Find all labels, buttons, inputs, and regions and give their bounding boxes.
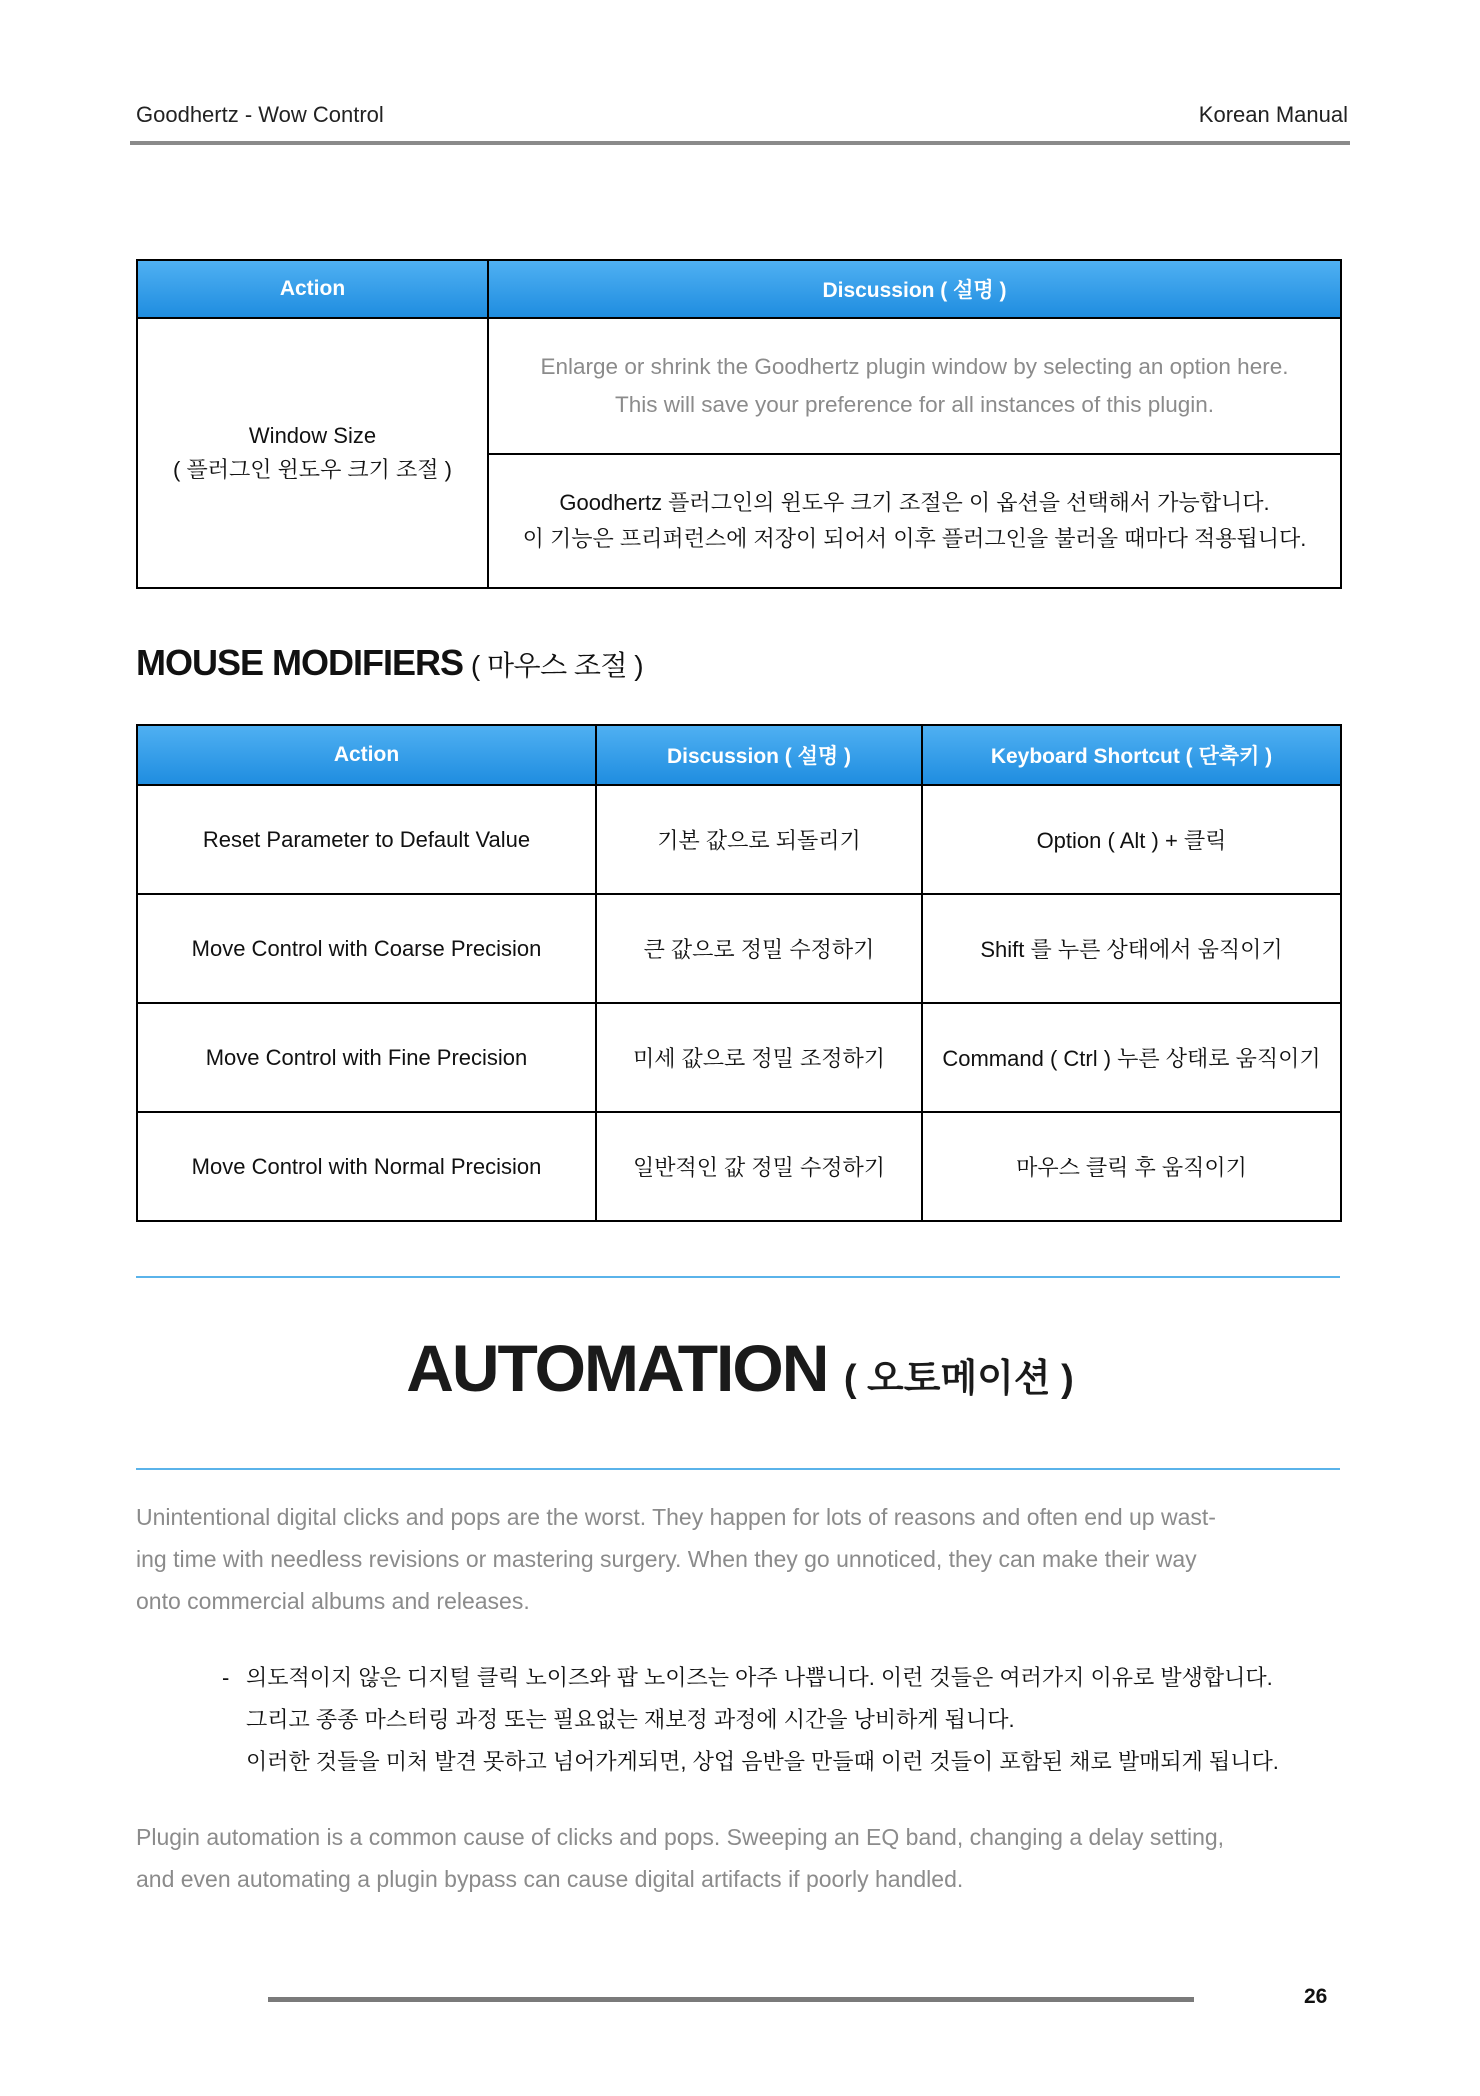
column-header-action: Action: [137, 260, 488, 318]
paragraph-line: ing time with needless revisions or mastering surgery. When they go unnoticed, they can make their way: [136, 1546, 1197, 1572]
header-manual-label: Korean Manual: [1198, 102, 1348, 127]
action-name-korean: ( 플러그인 윈도우 크기 조절 ): [173, 457, 452, 482]
section-title: MOUSE MODIFIERS: [136, 642, 464, 683]
column-header-discussion: Discussion ( 설명 ): [596, 725, 922, 785]
table-header-row: [137, 725, 1341, 785]
discussion-korean-cell: [488, 454, 1341, 588]
list-dash: -: [222, 1665, 230, 1690]
action-cell: Move Control with Fine Precision: [137, 1003, 596, 1112]
automation-paragraph-2: [136, 1816, 1346, 1900]
shortcut-cell: Command ( Ctrl ) 누른 상태로 움직이기: [922, 1003, 1341, 1112]
automation-top-divider: [136, 1276, 1340, 1278]
automation-heading: [0, 1330, 1480, 1406]
mouse-modifiers-heading: [136, 642, 643, 684]
table-row: [137, 1003, 1341, 1112]
table-row: [137, 785, 1341, 894]
action-cell: Reset Parameter to Default Value: [137, 785, 596, 894]
table-row: [137, 318, 1341, 454]
shortcut-cell: Option ( Alt ) + 클릭: [922, 785, 1341, 894]
table-header-row: [137, 260, 1341, 318]
translation-text: 의도적이지 않은 디지털 클릭 노이즈와 팝 노이즈는 아주 나쁩니다. 이런 것들은 여러가지 이유로 발생합니다.: [246, 1665, 1273, 1690]
discussion-line: This will save your preference for all instances of this plugin.: [614, 392, 1215, 417]
discussion-cell: 큰 값으로 정밀 수정하기: [596, 894, 922, 1003]
paragraph-line: Plugin automation is a common cause of clicks and pops. Sweeping an EQ band, changing a delay setting,: [136, 1824, 1225, 1850]
page-header: [136, 102, 1348, 132]
shortcut-cell: Shift 를 누른 상태에서 움직이기: [922, 894, 1341, 1003]
paragraph-line: onto commercial albums and releases.: [136, 1588, 530, 1614]
action-cell: Move Control with Coarse Precision: [137, 894, 596, 1003]
translation-line: [222, 1699, 1352, 1741]
window-size-table: [136, 259, 1342, 589]
header-product-name: Goodhertz - Wow Control: [136, 102, 384, 127]
column-header-shortcut: Keyboard Shortcut ( 단축키 ): [922, 725, 1341, 785]
discussion-line: Enlarge or shrink the Goodhertz plugin window by selecting an option here.: [540, 354, 1289, 379]
automation-title: AUTOMATION: [406, 1331, 828, 1405]
table-row: [137, 894, 1341, 1003]
discussion-cell: 미세 값으로 정밀 조정하기: [596, 1003, 922, 1112]
paragraph-line: and even automating a plugin bypass can cause digital artifacts if poorly handled.: [136, 1866, 964, 1892]
translation-line: [222, 1657, 1352, 1699]
automation-bottom-divider: [136, 1468, 1340, 1470]
table-row: [137, 1112, 1341, 1221]
footer-divider: [268, 1997, 1194, 2002]
translation-line: [222, 1741, 1352, 1783]
discussion-line: 이 기능은 프리퍼런스에 저장이 되어서 이후 플러그인을 불러올 때마다 적용됩니다.: [522, 526, 1307, 551]
column-header-discussion: Discussion ( 설명 ): [488, 260, 1341, 318]
discussion-cell: 일반적인 값 정밀 수정하기: [596, 1112, 922, 1221]
automation-subtitle: ( 오토메이션 ): [843, 1358, 1074, 1400]
translation-text: 그리고 종종 마스터링 과정 또는 필요없는 재보정 과정에 시간을 낭비하게 됩니다.: [246, 1707, 1015, 1732]
translation-text: 이러한 것들을 미처 발견 못하고 넘어가게되면, 상업 음반을 만들때 이런 것들이 포함된 채로 발매되게 됩니다.: [246, 1749, 1279, 1774]
mouse-modifiers-table: [136, 724, 1342, 1222]
discussion-english-cell: [488, 318, 1341, 454]
shortcut-cell: 마우스 클릭 후 움직이기: [922, 1112, 1341, 1221]
column-header-action: Action: [137, 725, 596, 785]
discussion-line: Goodhertz 플러그인의 윈도우 크기 조절은 이 옵션을 선택해서 가능합니다.: [559, 490, 1270, 515]
page-number: 26: [1304, 1985, 1328, 2008]
action-cell: Move Control with Normal Precision: [137, 1112, 596, 1221]
paragraph-line: Unintentional digital clicks and pops are the worst. They happen for lots of reasons and often end up wast-: [136, 1504, 1216, 1530]
header-divider: [130, 141, 1350, 145]
action-cell: [137, 318, 488, 588]
korean-translation: [222, 1657, 1352, 1783]
automation-paragraph-1: [136, 1496, 1346, 1622]
action-name: Window Size: [248, 423, 377, 448]
discussion-cell: 기본 값으로 되돌리기: [596, 785, 922, 894]
section-subtitle: ( 마우스 조절 ): [470, 650, 644, 681]
